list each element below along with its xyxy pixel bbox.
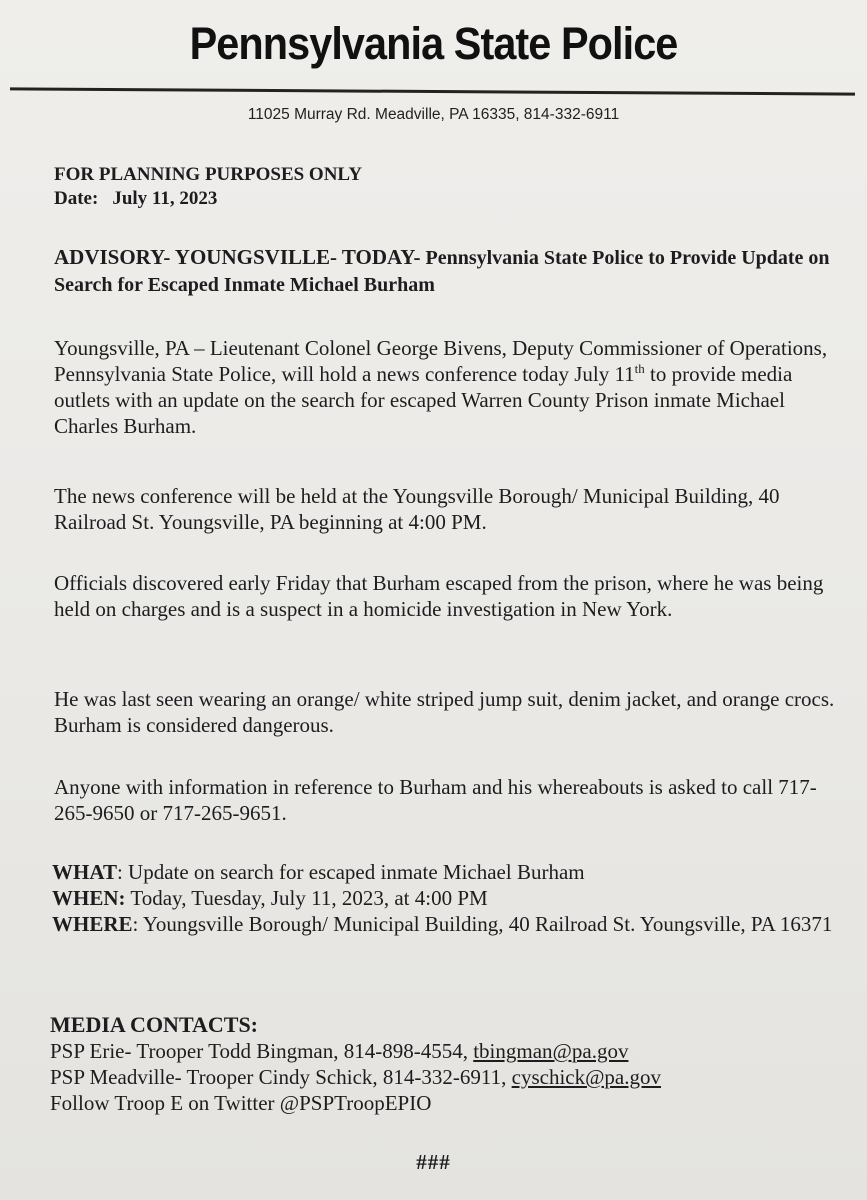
headline-rest: Pennsylvania State Police to Provide Update on Search for Escaped Inmate Michael Burham [54,247,830,296]
what-line [52,859,842,885]
header-rule [10,87,855,95]
date-label: Date: [54,188,99,209]
planning-notice: FOR PLANNING PURPOSES ONLY [54,164,363,185]
media-contacts-heading: MEDIA CONTACTS: [50,1012,259,1037]
when-label: WHEN: [52,886,126,910]
ordinal-suffix: th [634,361,645,376]
where-label: WHERE [52,912,133,936]
agency-address: 11025 Murray Rd. Meadville, PA 16335, 814-332-6911 [247,106,620,123]
when-value: Today, Tuesday, July 11, 2023, at 4:00 PM [125,886,488,910]
end-mark: ### [416,1150,451,1174]
paragraph-description: He was last seen wearing an orange/ white striped jump suit, denim jacket, and orange crocs. Burham is considered dangerous. [54,687,835,737]
contact-meadville [50,1064,840,1090]
paragraph-escape: Officials discovered early Friday that Burham escaped from the prison, where he was being held on charges and is a suspect in a homicide investigation in New York. [54,571,824,621]
date-value: July 11, 2023 [112,188,218,209]
headline-lead: ADVISORY- YOUNGSVILLE- TODAY- [54,245,421,269]
what-label: WHAT [52,860,117,884]
announcement-text-start: Youngsville, PA – Lieutenant Colonel George Bivens, Deputy Commissioner of Operations, Pennsylvania State Police, will hold a news conference today July 11 [54,336,828,386]
release-date [54,187,844,211]
contact-erie-email-link[interactable]: tbingman@pa.gov [473,1039,629,1063]
paragraph-tip-line: Anyone with information in reference to Burham and his whereabouts is asked to call 717-265-9650 or 717-265-9651. [54,775,817,825]
paragraph-announcement [54,335,844,439]
when-line [52,885,842,911]
media-contacts [50,1012,840,1116]
contact-erie-text: PSP Erie- Trooper Todd Bingman, 814-898-4554, [50,1039,474,1063]
where-value: : Youngsville Borough/ Municipal Building, 40 Railroad St. Youngsville, PA 16371 [132,912,833,936]
announcement-text-end: to provide media outlets with an update on the search for escaped Warren County Prison inmate Michael Charles Burham. [54,362,793,438]
agency-title: Pennsylvania State Police [189,18,678,69]
contact-meadville-email-link[interactable]: cyschick@pa.gov [511,1065,662,1089]
where-line [52,911,842,937]
paragraph-location: The news conference will be held at the Youngsville Borough/ Municipal Building, 40 Railroad St. Youngsville, PA beginning at 4:00 PM. [54,484,780,534]
twitter-follow-line: Follow Troop E on Twitter @PSPTroopEPIO [50,1091,432,1115]
event-details [52,859,842,937]
advisory-headline [54,244,844,298]
planning-notice-block [54,163,844,211]
contact-erie [50,1038,840,1064]
contact-meadville-text: PSP Meadville- Trooper Cindy Schick, 814-332-6911, [50,1065,512,1089]
what-value: : Update on search for escaped inmate Michael Burham [116,860,585,884]
